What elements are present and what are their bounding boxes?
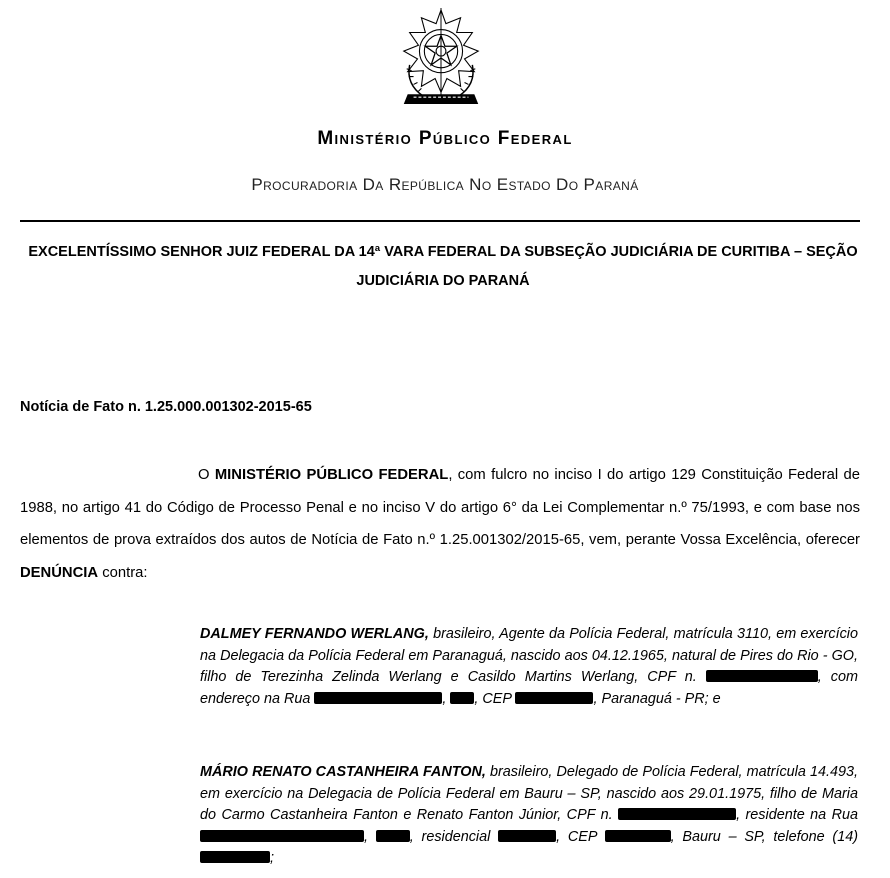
defendant-1-text: brasileiro, Agente da Polícia Federal, matrícula 3110, em exercício na Delegacia da Polícia Federal em Paranaguá, nascido aos 04.12.1965, natural de Pires do Rio - GO, filho de Terezinha Zelinda Werlang e Casildo Martins Werlang, CPF n. — [200, 626, 858, 685]
defendant-2-text: , residente na Rua — [736, 807, 858, 823]
redaction-bar — [515, 692, 593, 704]
redaction-bar — [706, 670, 818, 682]
brazil-coat-of-arms-icon — [392, 5, 490, 109]
redaction-bar — [200, 851, 270, 863]
redaction-bar — [618, 808, 736, 820]
defendant-2-text: ; — [270, 850, 274, 866]
denuncia-bold: DENÚNCIA — [20, 564, 99, 581]
redaction-bar — [200, 830, 364, 842]
defendant-1 — [200, 624, 858, 710]
defendant-2-text: , Bauru – SP, telefone (14) — [670, 828, 858, 845]
defendant-2 — [200, 762, 858, 870]
org-name-bold: MINISTÉRIO PÚBLICO FEDERAL — [214, 467, 449, 483]
defendant-2-text: , CEP — [556, 828, 605, 845]
defendant-2-text: brasileiro, Delegado de Polícia Federal, matrícula 14.493, em exercício na Delegacia de Polícia Federal em Bauru – SP, nascido aos 29.01.1975, filho de Maria do Carmo Castanheira Fanton e Renato Fanton Júnior, CPF n. — [200, 764, 858, 823]
defendant-1-text: , com endereço na Rua — [200, 669, 858, 707]
defendant-1-name: DALMEY FERNANDO WERLANG, — [200, 626, 429, 642]
org-title: Ministério Público Federal — [317, 128, 573, 149]
header-divider — [20, 220, 860, 222]
redaction-bar — [498, 830, 556, 842]
opening-paragraph — [20, 459, 860, 589]
defendant-2-text: , — [364, 828, 376, 845]
redaction-bar — [376, 830, 410, 842]
redaction-bar — [450, 692, 474, 704]
defendant-2-name: MÁRIO RENATO CASTANHEIRA FANTON, — [200, 764, 486, 780]
opening-text-2: , com fulcro no inciso I do artigo 129 Constituição Federal de 1988, no artigo 41 do Código de Processo Penal e no inciso V do artigo 6° da Lei Complementar n.º 75/1993, e com base nos elementos de prova extraídos dos autos de Notícia de Fato n.º 1.25.001302/2015-65, vem, perante Vossa Excelência, oferecer — [20, 467, 860, 548]
opening-text-1: O — [198, 467, 215, 483]
addressee-heading: EXCELENTÍSSIMO SENHOR JUIZ FEDERAL DA 14ª VARA FEDERAL DA SUBSEÇÃO JUDICIÁRIA DE CURITIBA – SEÇÃO JUDICIÁRIA DO PARANÁ — [28, 244, 858, 289]
defendant-1-text: , CEP — [474, 690, 516, 707]
defendant-1-text: , — [442, 690, 451, 707]
org-subtitle: Procuradoria Da República No Estado Do Paraná — [251, 175, 639, 194]
case-reference: Notícia de Fato n. 1.25.000.001302-2015-65 — [20, 399, 312, 415]
redaction-bar — [605, 830, 671, 842]
defendant-1-text: , Paranaguá - PR; e — [593, 690, 721, 707]
opening-text-3: contra: — [98, 564, 148, 581]
redaction-bar — [314, 692, 442, 704]
defendant-2-text: , residencial — [409, 828, 499, 845]
